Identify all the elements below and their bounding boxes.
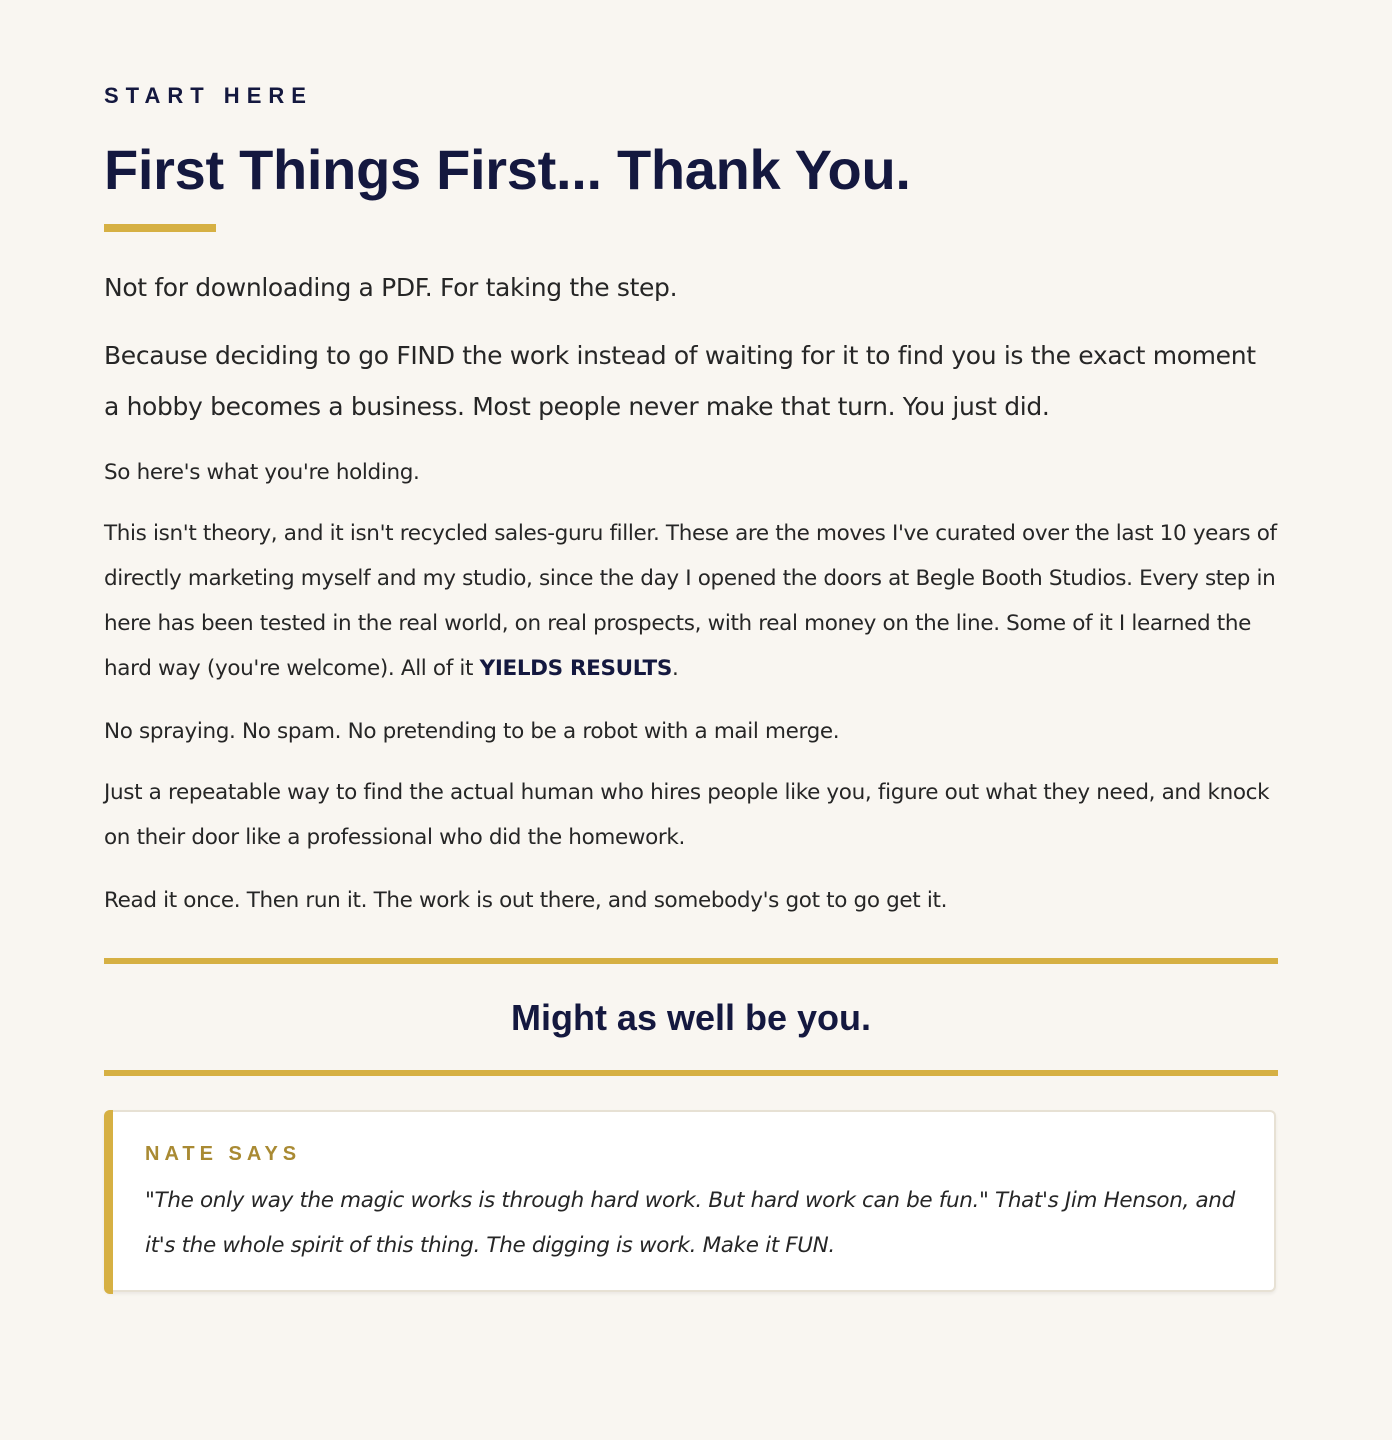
body-paragraph-no-spam: No spraying. No spam. No pretending to be a robot with a mail merge. bbox=[104, 719, 840, 744]
callout-label: NATE SAYS bbox=[145, 1143, 302, 1165]
yields-results-emphasis: YIELDS RESULTS bbox=[479, 656, 672, 681]
intro-line-2: Because deciding to go FIND the work instead of waiting for it to find you is the exact moment a hobby becomes a business. Most people never make that turn. You just did. bbox=[104, 341, 1256, 421]
body-paragraph-theory bbox=[104, 511, 1278, 691]
body-paragraph-run-it: Read it once. Then run it. The work is out there, and somebody's got to go get it. bbox=[104, 888, 948, 913]
nate-says-callout bbox=[104, 1110, 1276, 1292]
intro-line-1: Not for downloading a PDF. For taking the step. bbox=[104, 273, 678, 302]
callout-accent-bar bbox=[104, 1110, 113, 1294]
body-paragraph-holding: So here's what you're holding. bbox=[104, 460, 420, 485]
banner-top-rule bbox=[104, 958, 1278, 964]
callout-quote: "The only way the magic works is through hard work. But hard work can be fun." That's Jim Henson, and it's the whole spirit of this thing. The digging is work. Make it FUN. bbox=[145, 1188, 1235, 1258]
title-underline bbox=[104, 224, 216, 232]
theory-text: This isn't theory, and it isn't recycled sales-guru filler. These are the moves I've curated over the last 10 years of directly marketing myself and my studio, since the day I opened the doors at Begle Booth Studios. Every step in here has been tested in the real world, on real prospects, with real money on the line. Some of it I learned the hard way (you're welcome). All of it bbox=[104, 521, 1277, 681]
page-title: First Things First... Thank You. bbox=[104, 138, 911, 201]
banner-bottom-rule bbox=[104, 1070, 1278, 1076]
banner-text: Might as well be you. bbox=[510, 997, 872, 1038]
body-paragraph-repeatable: Just a repeatable way to find the actual human who hires people like you, figure out what they need, and knock on their door like a professional who did the homework. bbox=[104, 780, 1270, 850]
section-eyebrow: START HERE bbox=[104, 83, 313, 108]
theory-text-end: . bbox=[671, 656, 679, 681]
